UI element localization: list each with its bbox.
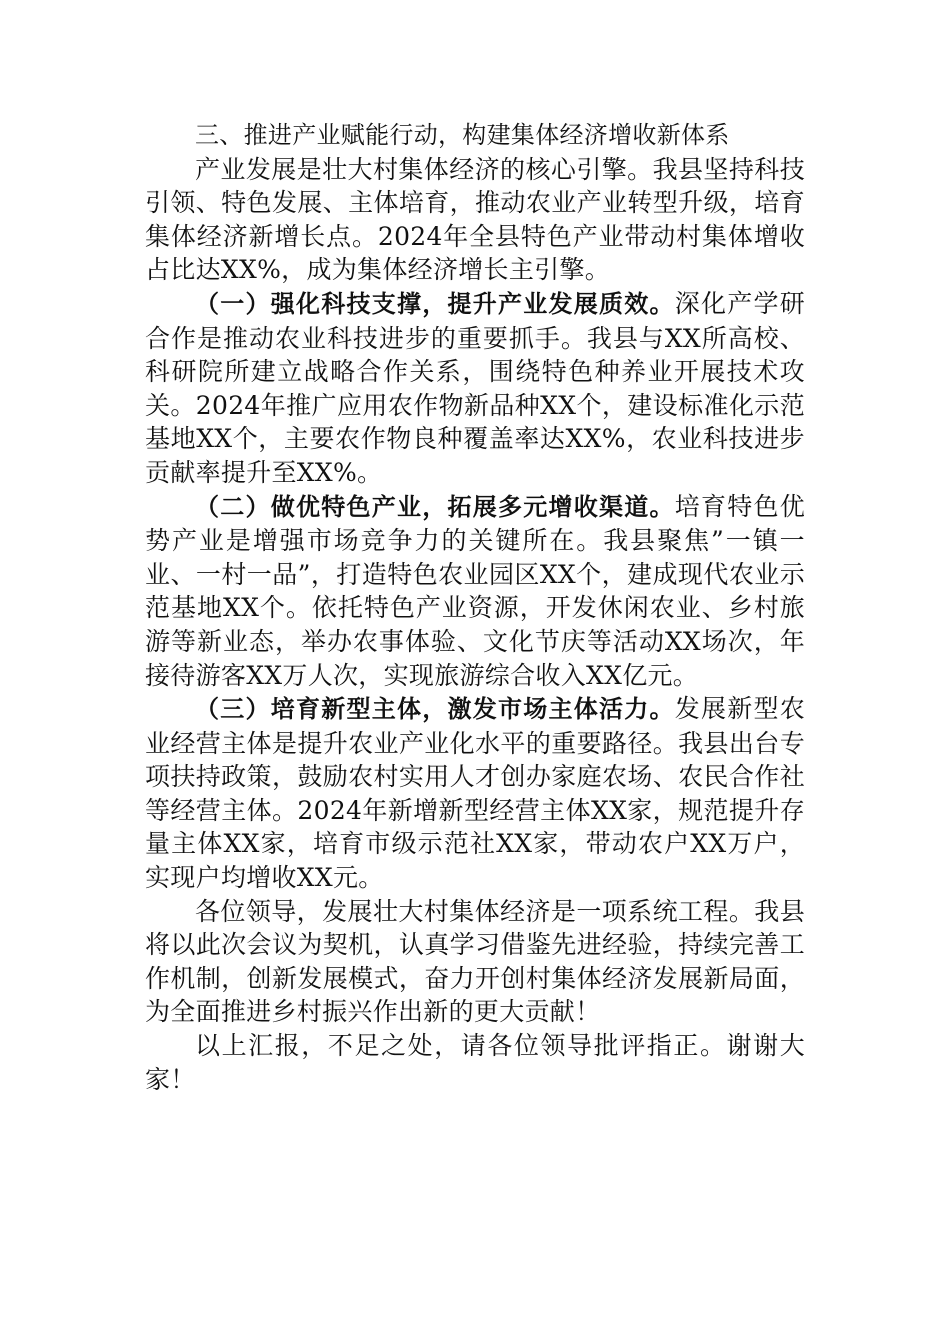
subsection-2-paragraph [145, 490, 805, 693]
intro-paragraph: 产业发展是壮大村集体经济的核心引擎。我县坚持科技引领、特色发展、主体培育，推动农业产业转型升级，培育集体经济新增长点。2024年全县特色产业带动村集体增收占比达XX%，成为集体经济增长主引擎。 [145, 154, 805, 285]
subsection-1-title: （一）强化科技支撑，提升产业发展质效。 [195, 289, 675, 318]
section-heading: 三、推进产业赋能行动，构建集体经济增收新体系 [195, 121, 730, 149]
document-page [145, 119, 805, 1096]
subsection-3-title: （三）培育新型主体，激发市场主体活力。 [195, 695, 675, 724]
thanks-paragraph: 以上汇报，不足之处，请各位领导批评指正。谢谢大家！ [145, 1031, 805, 1094]
closing-paragraph: 各位领导，发展壮大村集体经济是一项系统工程。我县将以此次会议为契机，认真学习借鉴先进经验，持续完善工作机制，创新发展模式，奋力开创村集体经济发展新局面，为全面推进乡村振兴作出新的更大贡献！ [145, 896, 805, 1027]
subsection-2-body: 培育特色优势产业是增强市场竞争力的关键所在。我县聚焦”一镇一业、一村一品”，打造特色农业园区XX个，建成现代农业示范基地XX个。依托特色产业资源，开发休闲农业、乡村旅游等新业态，举办农事体验、文化节庆等活动XX场次，年接待游客XX万人次，实现旅游综合收入XX亿元。 [145, 491, 805, 690]
subsection-1-paragraph [145, 287, 805, 490]
subsection-1-body: 深化产学研合作是推动农业科技进步的重要抓手。我县与XX所高校、科研院所建立战略合作关系，围绕特色种养业开展技术攻关。2024年推广应用农作物新品种XX个，建设标准化示范基地XX个，主要农作物良种覆盖率达XX%，农业科技进步贡献率提升至XX%。 [145, 288, 805, 487]
subsection-3-paragraph [145, 692, 805, 895]
subsection-3-body: 发展新型农业经营主体是提升农业产业化水平的重要路径。我县出台专项扶持政策，鼓励农村实用人才创办家庭农场、农民合作社等经营主体。2024年新增新型经营主体XX家，规范提升存量主体XX家，培育市级示范社XX家，带动农户XX万户，实现户均增收XX元。 [145, 694, 805, 893]
subsection-2-title: （二）做优特色产业，拓展多元增收渠道。 [195, 492, 675, 521]
